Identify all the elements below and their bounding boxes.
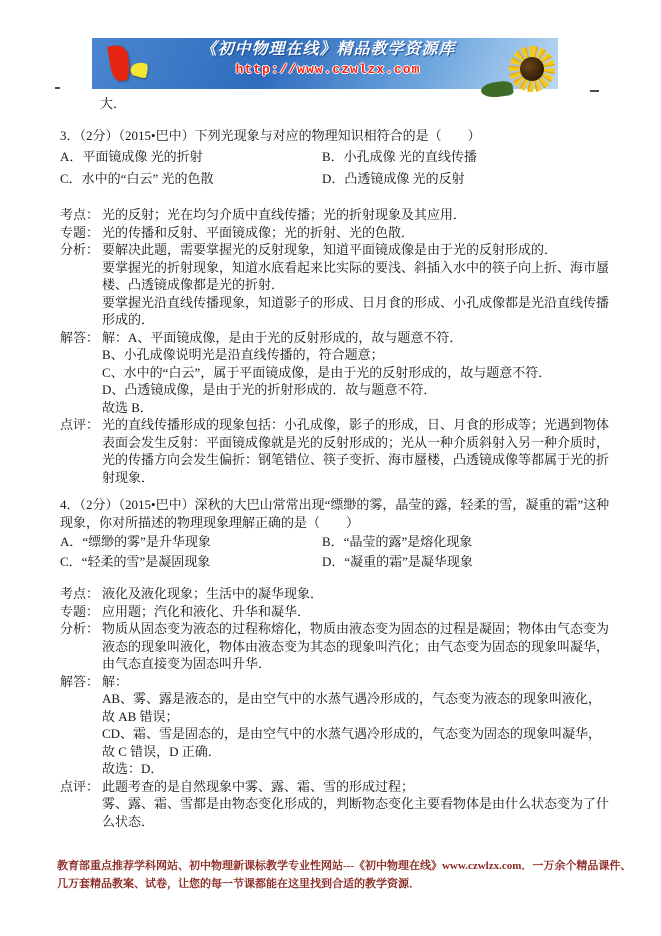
section-line: AB、雾、露是液态的，是由空气中的水蒸气遇冷形成的，气态变为液态的现象叫液化，故 AB 错误；	[102, 691, 602, 724]
option-3a-text: 平面镜成像 光的折射	[82, 149, 203, 164]
section-line: 物质从固态变为液态的过程称熔化，物质由液态变为固态的过程是凝固；物体由气态变为液态的现象叫液化，物体由液态变为其态的现象叫汽化；由气态变为固态的现象叫凝华，由气态直接变为固态叫升华．	[102, 621, 610, 671]
option-3c-text: 水中的“白云” 光的色散	[81, 170, 214, 186]
site-url-link[interactable]: http://www.czwlzx.com	[235, 61, 421, 77]
option-4d-text: “凝重的霜”是凝华现象	[344, 553, 473, 569]
option-3c	[60, 170, 322, 188]
question-4-options-row-2	[60, 553, 613, 571]
option-4c-text: “轻柔的雪”是凝固现象	[81, 553, 211, 569]
option-4b-key: B．	[322, 534, 344, 549]
option-4c	[60, 553, 322, 571]
question-3-analysis-block	[60, 206, 613, 486]
section-line: 应用题；汽化和液化、升华和凝华．	[102, 603, 311, 619]
question-4-number: 4．	[60, 497, 80, 512]
question-3-stem: （2分）（2015•巴中）下列光现象与对应的物理知识相符合的是（ ）	[79, 127, 481, 143]
option-3a	[60, 148, 322, 166]
section-label: 解答：	[60, 673, 100, 689]
question-4-heading	[60, 496, 613, 531]
section-label: 专题：	[60, 603, 100, 619]
option-3b	[322, 148, 613, 166]
option-3d-key: D．	[322, 170, 345, 186]
document-content	[60, 0, 613, 830]
section-line: 解：	[102, 673, 129, 689]
section-line: 光的传播和反射、平面镜成像；光的折射、光的色散．	[102, 224, 415, 240]
option-3c-key: C．	[60, 170, 82, 186]
section-line: B、小孔成像说明光是沿直线传播的，符合题意；	[102, 347, 384, 362]
section-line: C、水中的“白云”，属于平面镜成像，是由于光的反射形成的，故与题意不符．	[102, 364, 552, 380]
option-4a	[60, 533, 322, 551]
section-dianping	[60, 416, 613, 486]
site-title: 《初中物理在线》精品教学资源库	[200, 41, 456, 58]
section-line: 要解决此题，需要掌握光的反射现象，知道平面镜成像是由于光的反射形成的．	[102, 242, 558, 257]
section-zhuanti	[60, 603, 613, 621]
section-line: 液化及液化现象；生活中的凝华现象．	[102, 586, 324, 601]
section-line: 要掌握光的折射现象，知道水底看起来比实际的要浅、斜插入水中的筷子向上折、海市蜃楼、凸透镜成像都是光的折射．	[102, 259, 610, 292]
section-label: 专题：	[60, 224, 100, 240]
question-3-number: 3．	[60, 127, 80, 143]
section-label: 解答：	[60, 329, 100, 345]
section-fenxi	[60, 241, 613, 329]
question-3-options-row-1	[60, 148, 613, 166]
section-fenxi	[60, 620, 613, 673]
question-3-heading	[60, 127, 613, 145]
section-kaodian	[60, 585, 613, 603]
section-label: 点评：	[60, 417, 100, 432]
section-line: 解：A、平面镜成像，是由于光的反射形成的，故与题意不符．	[102, 329, 463, 345]
section-label: 分析：	[60, 242, 100, 257]
option-3a-key: A．	[60, 149, 83, 164]
section-jieda	[60, 673, 613, 778]
section-dianping	[60, 778, 613, 831]
previous-answer-fragment: 大．	[100, 96, 127, 111]
section-label: 考点：	[60, 586, 100, 601]
section-line: 光的直线传播形成的现象包括：小孔成像，影子的形成，日、月食的形成等；光遇到物体表面会发生反射：平面镜成像就是光的反射形成的；光从一种介质斜射入另一种介质时，光的传播方向会发生偏折：钢笔错位、筷子变折、海市蜃楼，凸透镜成像等都属于光的折射现象．	[102, 417, 610, 485]
section-jieda	[60, 329, 613, 417]
section-line: 雾、露、霜、雪都是由物态变化形成的，判断物态变化主要看物体是由什么状态变为了什么状态．	[102, 796, 610, 829]
footer-text: 教育部重点推荐学科网站、初中物理新课标教学专业性网站---《初中物理在线》www.czwlzx.com．一万余个精品课件、几万套精品教案、试卷，让您的每一节课都能在这里找到合适的教学资源．	[57, 860, 632, 890]
option-4d	[322, 553, 613, 571]
section-line: 光的反射；光在均匀介质中直线传播；光的折射现象及其应用．	[102, 207, 467, 222]
section-line: 此题考查的是自然现象中雾、露、霜、雪的形成过程；	[102, 778, 415, 794]
question-4-options-row-1	[60, 533, 613, 551]
option-4a-key: A．	[60, 534, 83, 549]
option-4b-text: “晶莹的露”是熔化现象	[343, 534, 473, 549]
section-line: CD、霜、雪是固态的，是由空气中的水蒸气遇冷形成的，气态变为固态的现象叫凝华，故 C 错误，D 正确．	[102, 726, 602, 759]
section-label: 考点：	[60, 207, 100, 222]
option-3d	[322, 170, 613, 188]
option-4a-text: “缥缈的雾”是升华现象	[82, 534, 211, 549]
option-3b-text: 小孔成像 光的直线传播	[343, 149, 477, 164]
answer-choice-line: 故选 B．	[102, 399, 153, 415]
option-4d-key: D．	[322, 553, 345, 569]
section-line: 要掌握光沿直线传播现象，知道影子的形成、日月食的形成、小孔成像都是光沿直线传播形成的．	[102, 294, 610, 327]
option-4c-key: C．	[60, 553, 82, 569]
section-kaodian	[60, 206, 613, 224]
option-3d-text: 凸透镜成像 光的反射	[344, 170, 465, 186]
question-3-options-row-2	[60, 170, 613, 188]
question-4-analysis-block	[60, 585, 613, 830]
option-3b-key: B．	[322, 149, 344, 164]
section-label: 点评：	[60, 778, 100, 794]
footer-promo	[57, 857, 632, 893]
section-label: 分析：	[60, 621, 100, 636]
section-line: D、凸透镜成像，是由于光的折射形成的．故与题意不符．	[102, 382, 437, 397]
option-4b	[322, 533, 613, 551]
answer-choice-line: 故选：D．	[102, 761, 164, 776]
question-4-stem: （2分）（2015•巴中）深秋的大巴山常常出现“缥缈的雾，晶莹的露，轻柔的雪，凝重的霜”这种现象，你对所描述的物理现象理解正确的是（ ）	[60, 497, 610, 530]
section-zhuanti	[60, 224, 613, 242]
